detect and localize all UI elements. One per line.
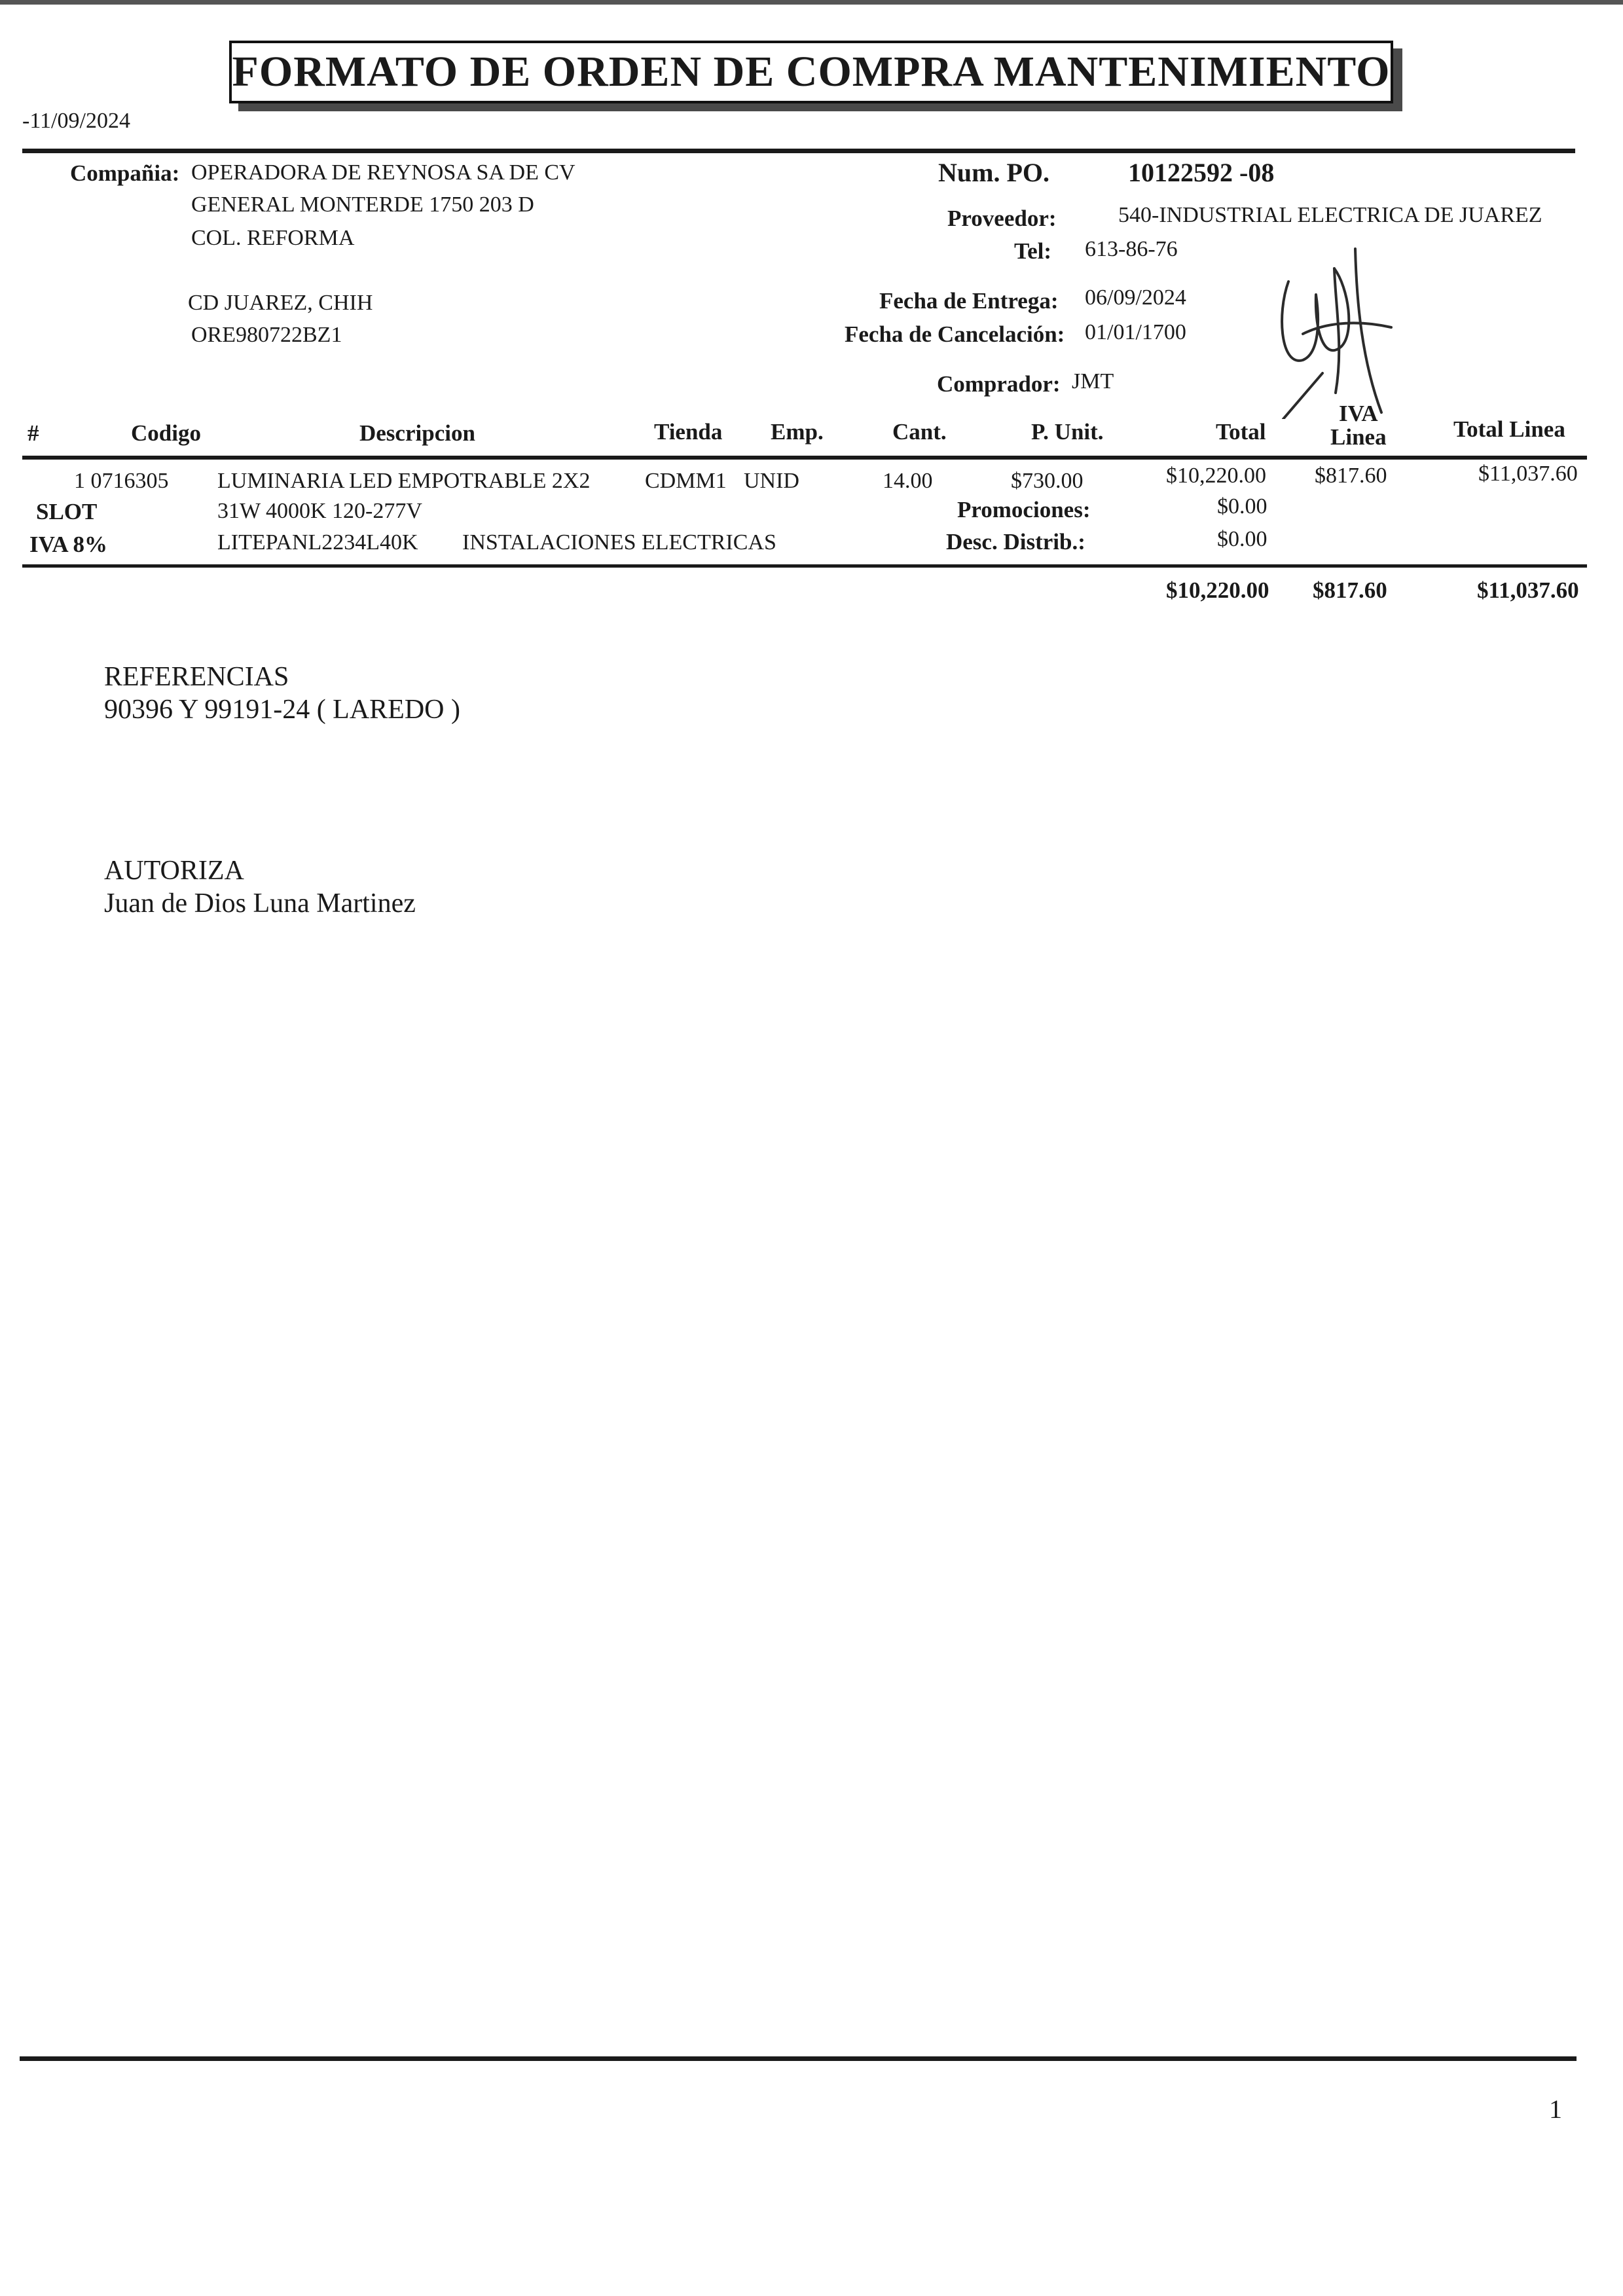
document-title: FORMATO DE ORDEN DE COMPRA MANTENIMIENTO [232,48,1391,96]
page-number: 1 [1549,2094,1562,2124]
desc-distrib-value: $0.00 [1217,527,1267,551]
grand-iva: $817.60 [1313,577,1387,603]
line-num-codigo: 1 0716305 [74,469,169,493]
line-slot: SLOT [36,499,98,524]
company-rfc: ORE980722BZ1 [191,323,342,347]
num-po-value: 10122592 -08 [1128,158,1275,187]
col-header-codigo: Codigo [131,420,201,446]
line-descripcion-2: 31W 4000K 120-277V [217,499,422,523]
referencias-label: REFERENCIAS [104,662,289,692]
company-address-2: COL. REFORMA [191,226,355,250]
line-iva-rate: IVA 8% [29,532,107,557]
col-header-total-linea: Total Linea [1453,416,1565,442]
header-divider [22,149,1575,153]
num-po-label: Num. PO. [938,158,1049,187]
table-footer-divider [22,564,1587,568]
line-punit: $730.00 [1011,469,1084,493]
desc-distrib-label: Desc. Distrib.: [946,529,1085,555]
fecha-entrega-value: 06/09/2024 [1085,285,1186,310]
company-name: OPERADORA DE REYNOSA SA DE CV [191,160,575,185]
comprador-value: JMT [1072,369,1114,393]
autoriza-label: AUTORIZA [104,856,244,886]
scan-top-edge [0,0,1623,5]
line-emp: UNID [744,469,799,493]
fecha-entrega-label: Fecha de Entrega: [879,288,1059,314]
comprador-label: Comprador: [937,371,1061,397]
document-title-box [229,41,1393,103]
col-header-total: Total [1216,419,1266,445]
print-date: -11/09/2024 [22,109,130,133]
tel-value: 613-86-76 [1085,237,1178,261]
fecha-cancelacion-value: 01/01/1700 [1085,320,1186,344]
proveedor-value: 540-INDUSTRIAL ELECTRICA DE JUAREZ [1118,203,1542,227]
line-descripcion-1: LUMINARIA LED EMPOTRABLE 2X2 [217,469,591,493]
grand-total: $10,220.00 [1166,577,1269,603]
table-header-divider [22,456,1587,460]
company-address-1: GENERAL MONTERDE 1750 203 D [191,192,534,217]
autoriza-name: Juan de Dios Luna Martinez [104,888,416,919]
promociones-label: Promociones: [957,497,1091,522]
footer-divider [20,2056,1577,2061]
col-header-iva-linea: Linea [1330,424,1387,450]
line-total: $10,220.00 [1166,464,1266,488]
tel-label: Tel: [1014,238,1052,264]
company-label: Compañia: [70,160,180,186]
proveedor-label: Proveedor: [947,206,1057,231]
line-categoria: INSTALACIONES ELECTRICAS [462,530,776,555]
fecha-cancelacion-label: Fecha de Cancelación: [845,321,1065,347]
col-header-tienda: Tienda [654,419,723,445]
handwritten-signature [1257,223,1408,419]
col-header-punit: P. Unit. [1031,419,1104,445]
line-tienda: CDMM1 [645,469,727,493]
line-iva: $817.60 [1315,464,1387,488]
col-header-descripcion: Descripcion [359,420,475,446]
line-descripcion-3: LITEPANL2234L40K [217,530,418,555]
grand-total-linea: $11,037.60 [1477,577,1579,603]
promociones-value: $0.00 [1217,494,1267,519]
line-cant: 14.00 [883,469,933,493]
col-header-cant: Cant. [892,419,947,445]
line-total-linea: $11,037.60 [1478,462,1578,486]
col-header-emp: Emp. [771,419,824,445]
company-city: CD JUAREZ, CHIH [188,291,373,315]
col-header-num: # [27,420,39,446]
referencias-value: 90396 Y 99191-24 ( LAREDO ) [104,695,460,725]
col-header-iva: IVA [1339,401,1378,426]
